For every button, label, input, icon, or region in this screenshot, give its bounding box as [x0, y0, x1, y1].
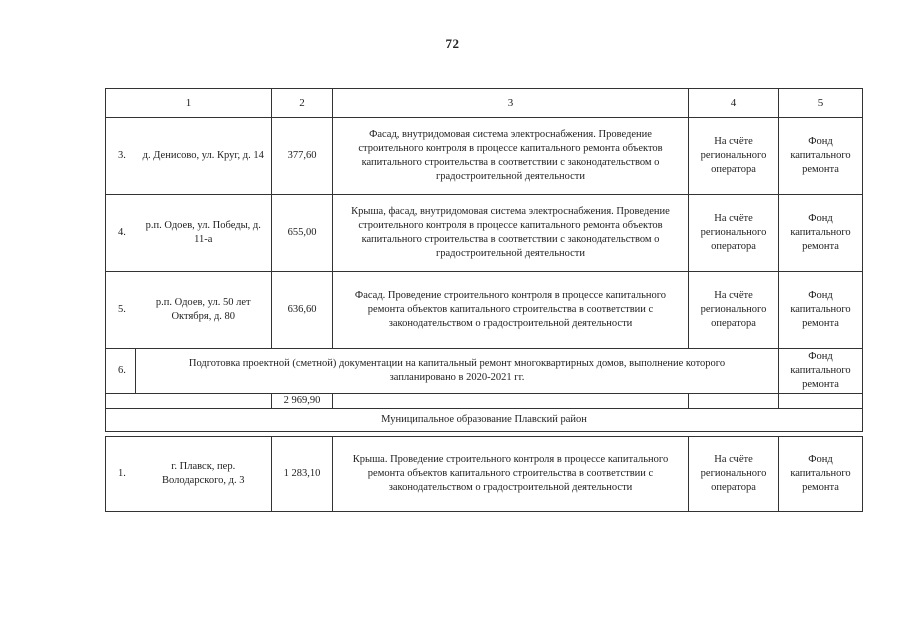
row-work-description: Крыша. Проведение строительного контроля в процессе капитального ремонта объектов капитального строительства в соответствии с законодательством о градостроительной деятельности — [333, 437, 689, 512]
page-number: 72 — [445, 36, 460, 51]
row-number: 4. — [106, 195, 136, 272]
row-cost: 377,60 — [272, 118, 333, 195]
repair-plan-table — [105, 88, 863, 512]
row-executor: На счёте регионального оператора — [689, 272, 779, 349]
total-empty-cell — [689, 394, 779, 409]
row-design-docs-text: Подготовка проектной (сметной) документации на капитальный ремонт многоквартирных домов, выполнение которого запланировано в 2020-2021 гг. — [136, 349, 779, 394]
row-work-description: Фасад. Проведение строительного контроля в процессе капитального ремонта объектов капитального строительства в соответствии с законодательством о градостроительной деятельности — [333, 272, 689, 349]
total-empty-cell — [106, 394, 272, 409]
row-fund: Фонд капитального ремонта — [779, 272, 863, 349]
row-address: д. Денисово, ул. Круг, д. 14 — [136, 118, 272, 195]
row-fund: Фонд капитального ремонта — [779, 437, 863, 512]
row-cost: 655,00 — [272, 195, 333, 272]
header-col-1: 1 — [106, 89, 272, 118]
table-row — [106, 272, 863, 349]
table-row-design-docs — [106, 349, 863, 394]
header-col-3: 3 — [333, 89, 689, 118]
row-number: 5. — [106, 272, 136, 349]
row-work-description: Фасад, внутридомовая система электроснабжения. Проведение строительного контроля в процессе капитального ремонта объектов капитального строительства в соответствии с законодательством о градостроительной деятельности — [333, 118, 689, 195]
table-row-total — [106, 394, 863, 409]
row-executor: На счёте регионального оператора — [689, 118, 779, 195]
row-fund: Фонд капитального ремонта — [779, 118, 863, 195]
row-address: р.п. Одоев, ул. 50 лет Октября, д. 80 — [136, 272, 272, 349]
total-empty-cell — [779, 394, 863, 409]
header-col-2: 2 — [272, 89, 333, 118]
header-col-4: 4 — [689, 89, 779, 118]
total-empty-cell — [333, 394, 689, 409]
row-cost: 1 283,10 — [272, 437, 333, 512]
section-title: Муниципальное образование Плавский район — [106, 409, 863, 432]
row-number: 3. — [106, 118, 136, 195]
row-address: р.п. Одоев, ул. Победы, д. 11-а — [136, 195, 272, 272]
table-row — [106, 118, 863, 195]
row-fund: Фонд капитального ремонта — [779, 195, 863, 272]
row-fund: Фонд капитального ремонта — [779, 349, 863, 394]
row-executor: На счёте регионального оператора — [689, 437, 779, 512]
row-work-description: Крыша, фасад, внутридомовая система электроснабжения. Проведение строительного контроля в процессе капитального ремонта объектов капитального строительства в соответствии с законодательством о градостроительной деятельности — [333, 195, 689, 272]
table-row — [106, 195, 863, 272]
row-cost: 636,60 — [272, 272, 333, 349]
total-cost: 2 969,90 — [272, 394, 333, 409]
row-address: г. Плавск, пер. Володарского, д. 3 — [136, 437, 272, 512]
table-header-row — [106, 89, 863, 118]
header-col-5: 5 — [779, 89, 863, 118]
table-row — [106, 437, 863, 512]
row-executor: На счёте регионального оператора — [689, 195, 779, 272]
section-heading-row — [106, 409, 863, 432]
row-number: 6. — [106, 349, 136, 394]
row-number: 1. — [106, 437, 136, 512]
